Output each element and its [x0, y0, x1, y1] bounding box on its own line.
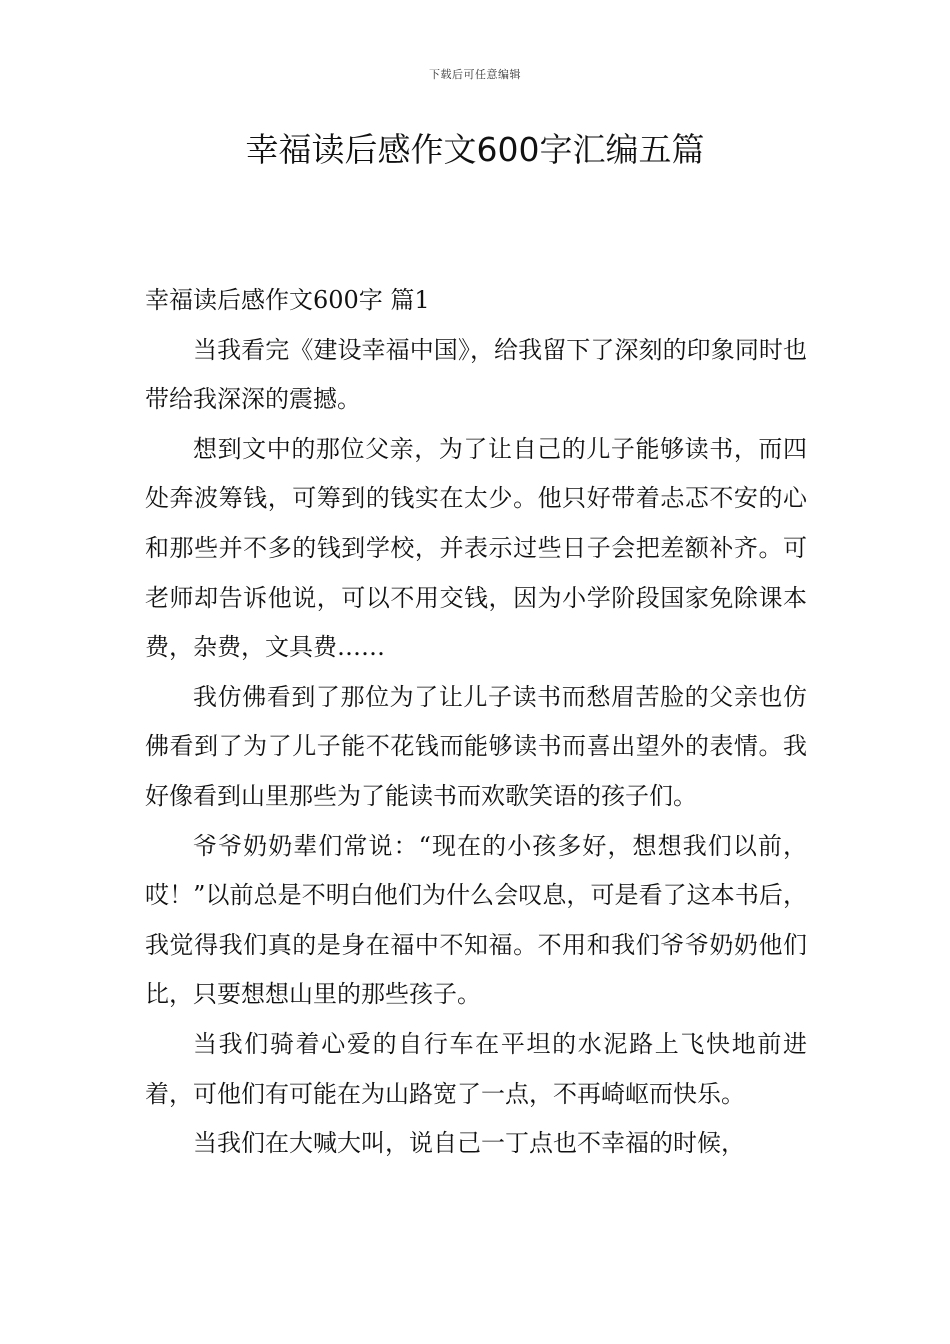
paragraph-4: 爷爷奶奶辈们常说：“现在的小孩多好，想想我们以前，哎！”以前总是不明白他们为什么会叹息，可是看了这本书后，我觉得我们真的是身在福中不知福。不用和我们爷爷奶奶他们比，只要想想山里的那些孩子。 — [145, 831, 807, 1009]
paragraph-6: 当我们在大喊大叫，说自己一丁点也不幸福的时候， — [193, 1129, 745, 1158]
paragraph-2: 想到文中的那位父亲，为了让自己的儿子能够读书，而四处奔波筹钱，可筹到的钱实在太少。他只好带着忐忑不安的心和那些并不多的钱到学校，并表示过些日子会把差额补齐。可老师却告诉他说，可以不用交钱，因为小学阶段国家免除课本费，杂费，文具费…… — [145, 434, 807, 662]
header-note: 下载后可任意编辑 — [429, 68, 521, 81]
document-title: 幸福读后感作文600字汇编五篇 — [245, 130, 705, 169]
section-heading: 幸福读后感作文600字 篇1 — [145, 286, 430, 314]
paragraph-1: 当我看完《建设幸福中国》，给我留下了深刻的印象同时也带给我深深的震撼。 — [145, 335, 807, 414]
document-body — [145, 276, 807, 1169]
paragraph-5: 当我们骑着心爱的自行车在平坦的水泥路上飞快地前进着，可他们有可能在为山路宽了一点，不再崎岖而快乐。 — [145, 1029, 807, 1108]
paragraph-3: 我仿佛看到了那位为了让儿子读书而愁眉苦脸的父亲也仿佛看到了为了儿子能不花钱而能够读书而喜出望外的表情。我好像看到山里那些为了能读书而欢歌笑语的孩子们。 — [145, 682, 807, 810]
